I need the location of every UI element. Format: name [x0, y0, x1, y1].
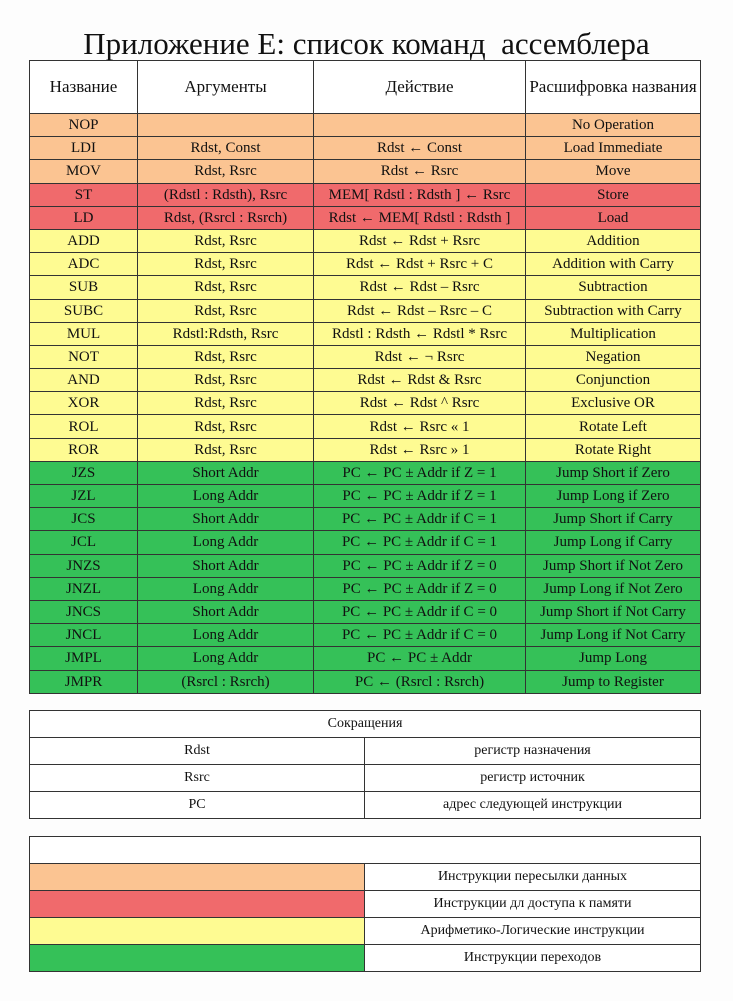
instruction-row: [30, 322, 701, 345]
cell-action: PC ← PC ± Addr if C = 1: [314, 531, 526, 554]
abbreviation-row: [30, 765, 701, 792]
cell-arguments: Rdstl:Rdsth, Rsrc: [138, 322, 314, 345]
legend-row: [30, 864, 701, 891]
cell-action: Rdst ← Rdst + Rsrc: [314, 229, 526, 252]
cell-meaning: Jump Short if Not Zero: [526, 554, 701, 577]
abbreviations-heading-row: [30, 711, 701, 738]
cell-name: JMPR: [30, 670, 138, 693]
legend-row: [30, 945, 701, 972]
abbreviations-heading: Сокращения: [30, 711, 701, 738]
column-header-arguments: Аргументы: [138, 61, 314, 114]
legend-color-swatch: [30, 918, 365, 945]
cell-action: PC ← PC ± Addr: [314, 647, 526, 670]
abbreviation-description: адрес следующей инструкции: [365, 792, 701, 819]
legend-label: Инструкции пересылки данных: [365, 864, 701, 891]
instruction-row: [30, 253, 701, 276]
legend-label: Инструкции дл доступа к памяти: [365, 891, 701, 918]
abbreviations-table: [29, 710, 701, 819]
column-header-action: Действие: [314, 61, 526, 114]
cell-name: MUL: [30, 322, 138, 345]
cell-arguments: Long Addr: [138, 531, 314, 554]
cell-arguments: Rdst, Rsrc: [138, 253, 314, 276]
cell-arguments: Rdst, Rsrc: [138, 160, 314, 183]
cell-action: PC ← PC ± Addr if Z = 0: [314, 554, 526, 577]
instruction-row: [30, 554, 701, 577]
cell-action: Rdst ← Rdst ^ Rsrc: [314, 392, 526, 415]
cell-name: JMPL: [30, 647, 138, 670]
cell-action: Rdst ← Rsrc » 1: [314, 438, 526, 461]
cell-name: JNZL: [30, 577, 138, 600]
cell-meaning: Jump Long: [526, 647, 701, 670]
abbreviation-row: [30, 792, 701, 819]
abbreviation-term: Rsrc: [30, 765, 365, 792]
cell-name: JNCL: [30, 624, 138, 647]
cell-arguments: Rdst, Rsrc: [138, 299, 314, 322]
cell-action: PC ← (Rsrcl : Rsrch): [314, 670, 526, 693]
legend-row: [30, 891, 701, 918]
cell-action: Rdst ← Rsrc « 1: [314, 415, 526, 438]
cell-name: LDI: [30, 137, 138, 160]
instruction-row: [30, 438, 701, 461]
cell-name: XOR: [30, 392, 138, 415]
cell-action: PC ← PC ± Addr if C = 0: [314, 600, 526, 623]
cell-meaning: Subtraction: [526, 276, 701, 299]
instruction-row: [30, 461, 701, 484]
instruction-row: [30, 624, 701, 647]
color-legend-table: [29, 836, 701, 972]
cell-action: Rdst ← MEM[ Rdstl : Rdsth ]: [314, 206, 526, 229]
cell-meaning: Load Immediate: [526, 137, 701, 160]
legend-label: Инструкции переходов: [365, 945, 701, 972]
column-header-meaning: Расшифровка названия: [526, 61, 701, 114]
cell-arguments: Long Addr: [138, 485, 314, 508]
instruction-row: [30, 183, 701, 206]
instruction-row: [30, 369, 701, 392]
instruction-row: [30, 670, 701, 693]
cell-arguments: Short Addr: [138, 461, 314, 484]
abbreviation-term: Rdst: [30, 738, 365, 765]
instruction-row: [30, 160, 701, 183]
cell-action: Rdst ← ¬ Rsrc: [314, 345, 526, 368]
cell-meaning: Jump Long if Carry: [526, 531, 701, 554]
cell-meaning: Load: [526, 206, 701, 229]
cell-action: Rdstl : Rdsth ← Rdstl * Rsrc: [314, 322, 526, 345]
cell-action: [314, 114, 526, 137]
cell-meaning: Rotate Left: [526, 415, 701, 438]
cell-action: Rdst ← Rdst – Rsrc – C: [314, 299, 526, 322]
cell-action: MEM[ Rdstl : Rdsth ] ← Rsrc: [314, 183, 526, 206]
abbreviation-description: регистр источник: [365, 765, 701, 792]
cell-arguments: Long Addr: [138, 624, 314, 647]
cell-name: ST: [30, 183, 138, 206]
cell-action: Rdst ← Rdst – Rsrc: [314, 276, 526, 299]
cell-name: ROR: [30, 438, 138, 461]
cell-meaning: Multiplication: [526, 322, 701, 345]
cell-name: JZL: [30, 485, 138, 508]
cell-meaning: No Operation: [526, 114, 701, 137]
cell-action: PC ← PC ± Addr if Z = 0: [314, 577, 526, 600]
cell-arguments: Rdst, Rsrc: [138, 392, 314, 415]
instruction-row: [30, 485, 701, 508]
legend-blank-cell: [30, 837, 701, 864]
cell-name: SUB: [30, 276, 138, 299]
legend-color-swatch: [30, 891, 365, 918]
cell-action: Rdst ← Const: [314, 137, 526, 160]
cell-meaning: Jump Short if Not Carry: [526, 600, 701, 623]
cell-action: PC ← PC ± Addr if C = 1: [314, 508, 526, 531]
cell-name: LD: [30, 206, 138, 229]
cell-name: ROL: [30, 415, 138, 438]
instruction-row: [30, 229, 701, 252]
cell-meaning: Jump Short if Carry: [526, 508, 701, 531]
instruction-row: [30, 531, 701, 554]
instruction-row: [30, 345, 701, 368]
instruction-row: [30, 392, 701, 415]
cell-arguments: [138, 114, 314, 137]
cell-action: Rdst ← Rdst + Rsrc + C: [314, 253, 526, 276]
instruction-row: [30, 577, 701, 600]
cell-arguments: Rdst, Rsrc: [138, 415, 314, 438]
instruction-row: [30, 415, 701, 438]
legend-label: Арифметико-Логические инструкции: [365, 918, 701, 945]
abbreviation-description: регистр назначения: [365, 738, 701, 765]
instruction-row: [30, 276, 701, 299]
column-header-name: Название: [30, 61, 138, 114]
cell-meaning: Jump Long if Not Carry: [526, 624, 701, 647]
cell-name: JZS: [30, 461, 138, 484]
cell-meaning: Exclusive OR: [526, 392, 701, 415]
cell-arguments: Long Addr: [138, 577, 314, 600]
cell-name: NOT: [30, 345, 138, 368]
cell-name: NOP: [30, 114, 138, 137]
instruction-row: [30, 647, 701, 670]
cell-meaning: Jump Long if Not Zero: [526, 577, 701, 600]
cell-arguments: Short Addr: [138, 554, 314, 577]
cell-arguments: Rdst, (Rsrcl : Rsrch): [138, 206, 314, 229]
cell-meaning: Jump Short if Zero: [526, 461, 701, 484]
legend-color-swatch: [30, 945, 365, 972]
cell-meaning: Conjunction: [526, 369, 701, 392]
cell-meaning: Negation: [526, 345, 701, 368]
cell-meaning: Move: [526, 160, 701, 183]
cell-name: SUBC: [30, 299, 138, 322]
cell-name: JNCS: [30, 600, 138, 623]
cell-action: Rdst ← Rdst & Rsrc: [314, 369, 526, 392]
instruction-row: [30, 600, 701, 623]
cell-meaning: Rotate Right: [526, 438, 701, 461]
cell-action: PC ← PC ± Addr if Z = 1: [314, 485, 526, 508]
table-header-row: [30, 61, 701, 114]
page-title: Приложение Е: список команд ассемблера: [83, 26, 650, 61]
cell-arguments: (Rdstl : Rdsth), Rsrc: [138, 183, 314, 206]
cell-name: ADC: [30, 253, 138, 276]
instruction-table: [29, 60, 701, 694]
cell-name: JCS: [30, 508, 138, 531]
cell-arguments: Rdst, Rsrc: [138, 276, 314, 299]
cell-arguments: Short Addr: [138, 600, 314, 623]
cell-arguments: (Rsrcl : Rsrch): [138, 670, 314, 693]
abbreviation-row: [30, 738, 701, 765]
cell-name: ADD: [30, 229, 138, 252]
cell-arguments: Rdst, Rsrc: [138, 369, 314, 392]
cell-name: JCL: [30, 531, 138, 554]
instruction-row: [30, 299, 701, 322]
cell-arguments: Rdst, Rsrc: [138, 438, 314, 461]
cell-arguments: Long Addr: [138, 647, 314, 670]
cell-meaning: Subtraction with Carry: [526, 299, 701, 322]
instruction-row: [30, 508, 701, 531]
cell-name: JNZS: [30, 554, 138, 577]
legend-row: [30, 918, 701, 945]
cell-meaning: Addition with Carry: [526, 253, 701, 276]
cell-action: Rdst ← Rsrc: [314, 160, 526, 183]
instruction-row: [30, 206, 701, 229]
cell-arguments: Rdst, Rsrc: [138, 345, 314, 368]
cell-name: MOV: [30, 160, 138, 183]
cell-meaning: Addition: [526, 229, 701, 252]
cell-name: AND: [30, 369, 138, 392]
legend-empty-row: [30, 837, 701, 864]
instruction-row: [30, 137, 701, 160]
cell-action: PC ← PC ± Addr if C = 0: [314, 624, 526, 647]
instruction-row: [30, 114, 701, 137]
abbreviation-term: PC: [30, 792, 365, 819]
cell-arguments: Rdst, Rsrc: [138, 229, 314, 252]
cell-meaning: Jump Long if Zero: [526, 485, 701, 508]
legend-color-swatch: [30, 864, 365, 891]
cell-action: PC ← PC ± Addr if Z = 1: [314, 461, 526, 484]
cell-meaning: Jump to Register: [526, 670, 701, 693]
cell-arguments: Rdst, Const: [138, 137, 314, 160]
cell-meaning: Store: [526, 183, 701, 206]
cell-arguments: Short Addr: [138, 508, 314, 531]
